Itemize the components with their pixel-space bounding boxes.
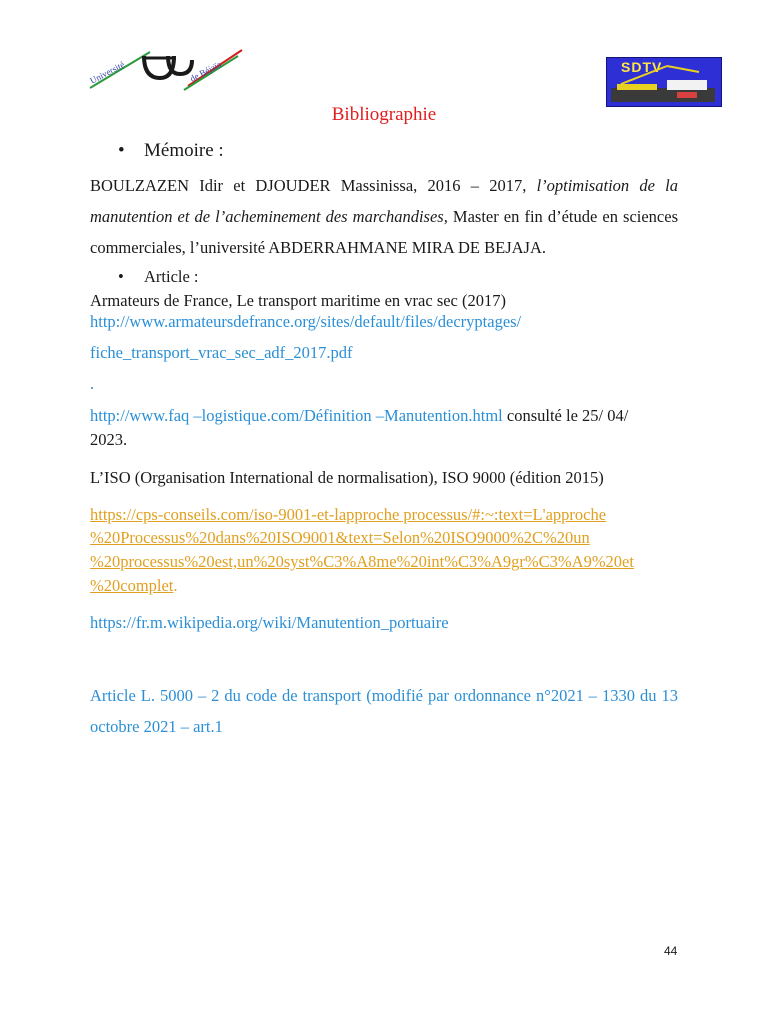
- ref-iso-link-line2[interactable]: %20Processus%20dans%20ISO9001&text=Selon%20ISO9000%2C%20un: [90, 528, 590, 547]
- bullet-icon: •: [118, 267, 124, 286]
- ref-wikipedia-link[interactable]: https://fr.m.wikipedia.org/wiki/Manutention_portuaire: [90, 613, 449, 632]
- ref-faq-logistique: [90, 406, 680, 426]
- page-number: 44: [664, 944, 678, 958]
- memoire-entry-details: Master en fin d’étude en sciences commerciales, l’université ABDERRAHMANE MIRA DE BEJAJA.: [90, 207, 679, 257]
- ref-iso-text: L’ISO (Organisation International de normalisation), ISO 9000 (édition 2015): [90, 468, 604, 487]
- ref-faq-date: 2023.: [90, 430, 128, 449]
- ref-armateurs-link-line2[interactable]: fiche_transport_vrac_sec_adf_2017.pdf: [90, 343, 353, 362]
- page-title: Bibliographie: [331, 104, 437, 125]
- sdtv-logo: [606, 57, 722, 107]
- memoire-heading-label: Mémoire :: [144, 140, 224, 161]
- article-heading: [118, 267, 199, 287]
- bullet-icon: •: [118, 140, 125, 161]
- university-logo: [88, 44, 244, 94]
- sdtv-logo-text: SDTV: [621, 59, 663, 75]
- ref-faq-consulted: consulté le 25/ 04/: [502, 406, 629, 425]
- ref-code-transport: Article L. 5000 – 2 du code de transport (modifié par ordonnance n°2021 – 1330 du 13 octobre 2021 – art.1: [90, 686, 678, 736]
- ref-armateurs-text: Armateurs de France, Le transport maritime en vrac sec (2017): [90, 291, 506, 310]
- svg-text:Université: Université: [88, 59, 127, 86]
- ref-armateurs-link-line1[interactable]: http://www.armateursdefrance.org/sites/default/files/decryptages/: [90, 312, 522, 331]
- memoire-heading: [118, 140, 224, 162]
- article-heading-label: Article :: [144, 267, 199, 286]
- ref-iso-link-line1[interactable]: https://cps-conseils.com/iso-9001-et-lapproche processus/#:~:text=L'approche: [90, 505, 607, 524]
- ref-faq-link[interactable]: http://www.faq –logistique.com/Définition –Manutention.html: [90, 406, 503, 425]
- ref-iso-link-line4[interactable]: %20complet: [90, 576, 174, 595]
- ref-iso-dot: .: [173, 576, 178, 595]
- svg-text:de Béjaïa: de Béjaïa: [188, 59, 223, 84]
- ref-iso-link-line4-wrap: [90, 576, 680, 596]
- memoire-entry-authors: BOULZAZEN Idir et DJOUDER Massinissa, 2016 – 2017,: [90, 176, 537, 195]
- memoire-entry: [90, 170, 678, 263]
- memoire-entry-title: l’optimisation de la manutention et de l’acheminement des marchandises,: [90, 176, 678, 226]
- ref-armateurs-dot: .: [90, 374, 95, 393]
- ref-iso-link-line3[interactable]: %20processus%20est,un%20syst%C3%A8me%20int%C3%A9gr%C3%A9%20et: [90, 552, 634, 571]
